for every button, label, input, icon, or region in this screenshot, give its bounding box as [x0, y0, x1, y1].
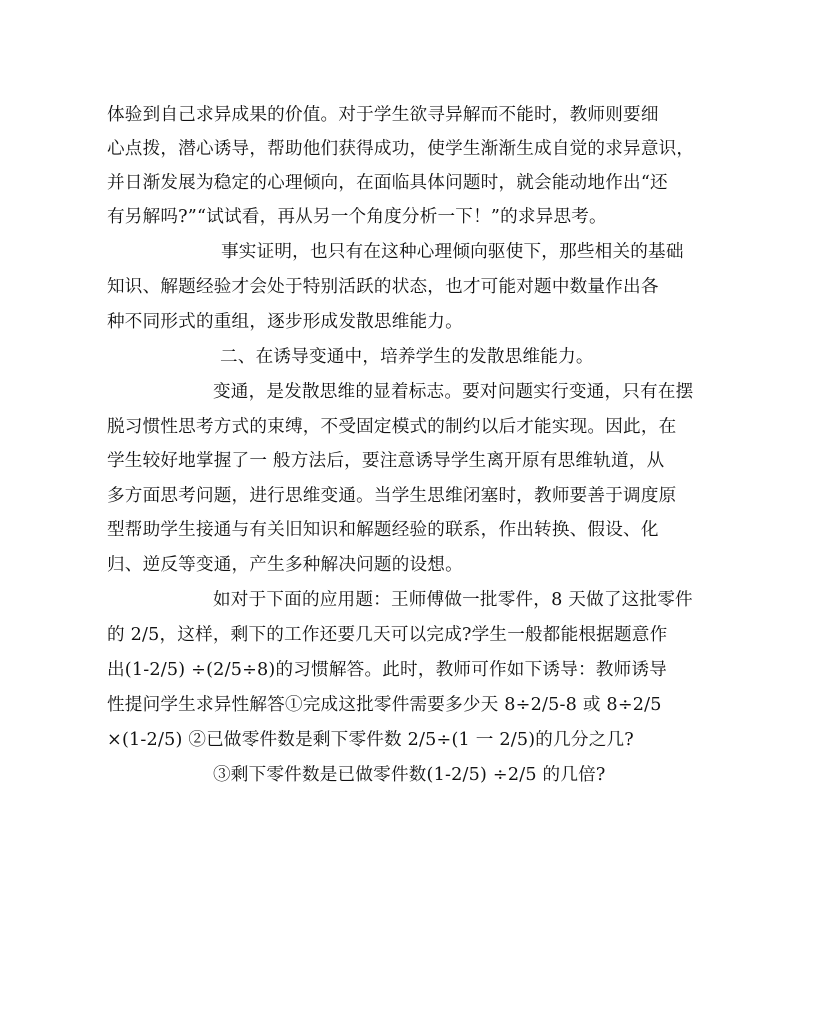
paragraph-3-line-5: 型帮助学生接通与有关旧知识和解题经验的联系，作出转换、假设、化: [107, 520, 659, 540]
paragraph-2-line-3: 种不同形式的重组，逐步形成发散思维能力。: [107, 312, 463, 332]
paragraph-1-line-4: 有另解吗?”“试试看，再从另一个角度分析一下！”的求异思考。: [107, 207, 607, 227]
paragraph-3-line-6: 归、逆反等变通，产生多种解决问题的设想。: [107, 555, 463, 575]
paragraph-1-line-2: 心点拨，潜心诱导，帮助他们获得成功，使学生渐渐生成自觉的求异意识，: [107, 139, 695, 159]
paragraph-4-line-3: 出(1-2/5) ÷(2/5÷8)的习惯解答。此时，教师可作如下诱导：教师诱导: [107, 660, 667, 680]
paragraph-4-line-1: 如对于下面的应用题：王师傅做一批零件，8 天做了这批零件: [213, 590, 693, 610]
paragraph-5: ③剩下零件数是已做零件数(1-2/5) ÷2/5 的几倍?: [213, 765, 606, 785]
paragraph-2-line-1: 事实证明，也只有在这种心理倾向驱使下，那些相关的基础: [221, 242, 684, 262]
paragraph-4-line-2: 的 2/5，这样，剩下的工作还要几天可以完成?学生一般都能根据题意作: [107, 625, 668, 645]
section-heading-2: 二、在诱导变通中，培养学生的发散思维能力。: [220, 347, 594, 367]
paragraph-3-line-3: 学生较好地掌握了一 般方法后，要注意诱导学生离开原有思维轨道，从: [107, 451, 665, 471]
paragraph-1-line-3: 并日渐发展为稳定的心理倾向，在面临具体问题时，就会能动地作出“还: [107, 173, 668, 193]
paragraph-4-line-5: ×(1-2/5) ②已做零件数是剩下零件数 2/5÷(1 一 2/5)的几分之几?: [107, 730, 634, 750]
paragraph-3-line-2: 脱习惯性思考方式的束缚，不受固定模式的制约以后才能实现。因此，在: [107, 417, 677, 437]
paragraph-2-line-2: 知识、解题经验才会处于特别活跃的状态，也才可能对题中数量作出各: [107, 277, 659, 297]
paragraph-3-line-1: 变通，是发散思维的显着标志。要对问题实行变通，只有在摆: [213, 382, 694, 402]
paragraph-4-line-4: 性提问学生求异性解答①完成这批零件需要多少天 8÷2/5-8 或 8÷2/5: [107, 695, 662, 715]
paragraph-1-line-1: 体验到自己求异成果的价值。对于学生欲寻异解而不能时，教师则要细: [107, 105, 659, 125]
paragraph-3-line-4: 多方面思考问题，进行思维变通。当学生思维闭塞时，教师要善于调度原: [107, 486, 677, 506]
